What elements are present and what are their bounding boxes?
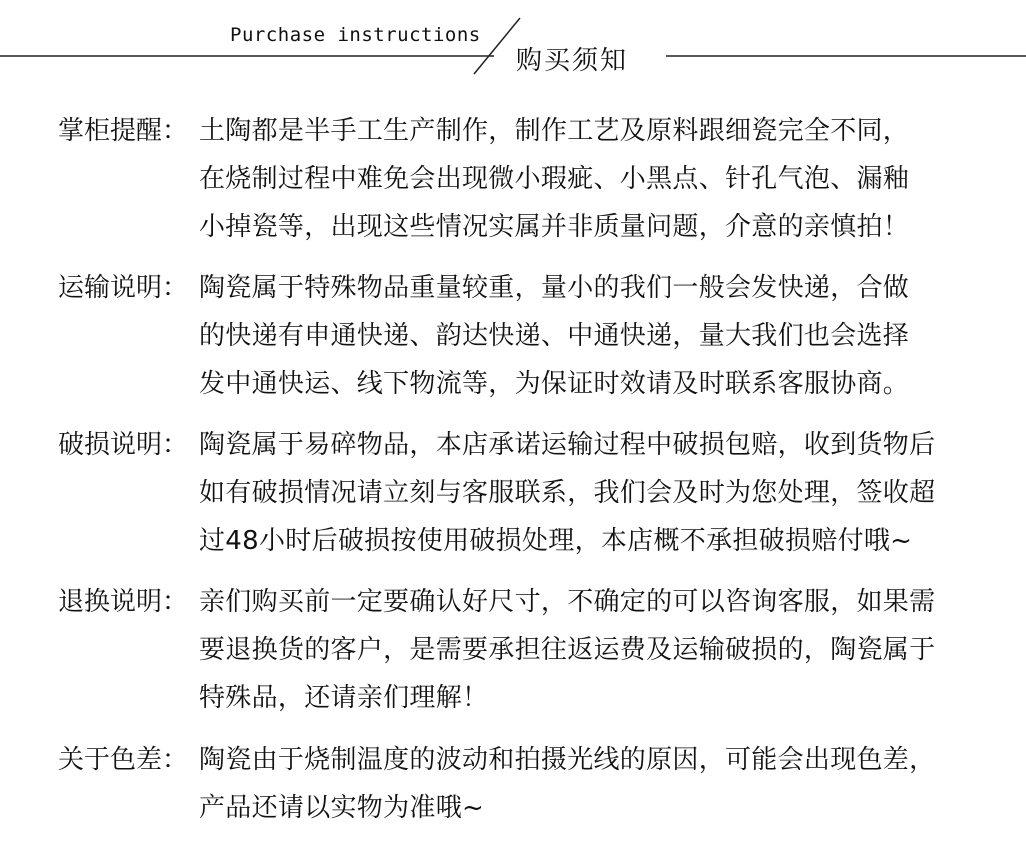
header — [0, 0, 1026, 90]
section-line: 陶瓷属于特殊物品重量较重，量小的我们一般会发快递，合做 — [199, 273, 910, 303]
section-line: 亲们购买前一定要确认好尺寸，不确定的可以咨询客服，如果需 — [199, 587, 936, 617]
section-line: 的快递有申通快递、韵达快递、中通快递，量大我们也会选择 — [199, 321, 910, 351]
section-label: 关于色差： — [58, 745, 189, 775]
section-line: 在烧制过程中难免会出现微小瑕疵、小黑点、针孔气泡、漏釉 — [199, 164, 910, 194]
section-label: 运输说明： — [58, 273, 189, 303]
section-line: 过48小时后破损按使用破损处理，本店概不承担破损赔付哦~ — [199, 526, 913, 556]
header-title-en: Purchase instructions — [230, 24, 481, 46]
section-line: 小掉瓷等，出现这些情况实属并非质量问题，介意的亲慎拍！ — [199, 212, 910, 242]
section-line: 产品还请以实物为准哦~ — [199, 793, 485, 823]
section-line: 陶瓷由于烧制温度的波动和拍摄光线的原因，可能会出现色差， — [199, 745, 936, 775]
header-divider-lines — [0, 0, 1026, 90]
section-line: 陶瓷属于易碎物品，本店承诺运输过程中破损包赔，收到货物后 — [199, 430, 936, 460]
header-title-cn: 购买须知 — [516, 46, 629, 76]
section-body — [199, 736, 1019, 832]
section-body — [199, 578, 1019, 722]
section-body — [199, 421, 1019, 565]
section-body — [199, 107, 1019, 251]
section-line: 发中通快运、线下物流等，为保证时效请及时联系客服协商。 — [199, 369, 910, 399]
section-line: 特殊品，还请亲们理解！ — [199, 683, 489, 713]
section-line: 土陶都是半手工生产制作，制作工艺及原料跟细瓷完全不同， — [199, 116, 910, 146]
section-line: 如有破损情况请立刻与客服联系，我们会及时为您处理，签收超 — [199, 478, 936, 508]
section-label: 退换说明： — [58, 587, 189, 617]
section-body — [199, 264, 1019, 408]
section-line: 要退换货的客户，是需要承担往返运费及运输破损的，陶瓷属于 — [199, 635, 936, 665]
section-label: 破损说明： — [58, 430, 189, 460]
section-label: 掌柜提醒： — [58, 116, 189, 146]
